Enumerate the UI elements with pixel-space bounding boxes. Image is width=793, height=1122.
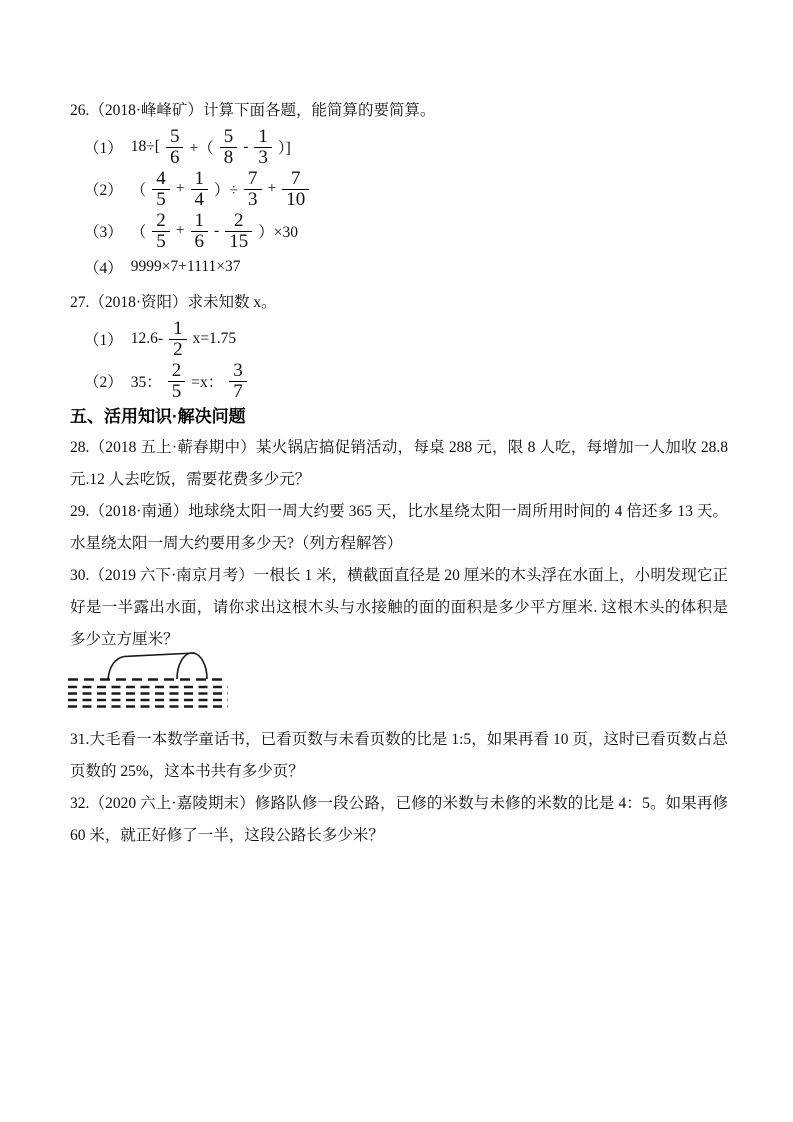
fraction: [166, 127, 184, 168]
math-text: +（: [189, 140, 214, 157]
problem-26-item-1: [70, 126, 728, 168]
math-text: ）]: [277, 140, 291, 157]
math-text: 9999×7+1111×37: [130, 258, 241, 275]
fraction: [244, 169, 262, 210]
fraction-denominator: 5: [152, 231, 170, 252]
fraction-numerator: 4: [156, 167, 166, 189]
problem-29-text: 29.（2018·南通）地球绕太阳一周大约要 365 天，比水星绕太阳一周所用时间的 4 倍还多 13 天。水星绕太阳一周大约要用多少天?（列方程解答）: [70, 503, 728, 552]
fraction-denominator: 10: [282, 189, 309, 210]
math-text: +: [267, 180, 277, 197]
fraction: [191, 211, 209, 252]
fraction-numerator: 2: [171, 359, 182, 381]
fraction-denominator: 5: [168, 381, 186, 402]
fraction: [152, 169, 170, 210]
fraction: [229, 361, 247, 402]
fraction-denominator: 6: [166, 147, 184, 168]
math-expression: [128, 127, 294, 168]
fraction-denominator: 2: [169, 339, 187, 360]
math-text: 18÷[: [130, 138, 160, 155]
fraction: [152, 211, 170, 252]
item-label: （1）: [84, 332, 123, 349]
fraction-numerator: 7: [291, 167, 301, 189]
item-label: （4）: [84, 260, 123, 277]
math-expression: [128, 211, 301, 252]
item-label: （2）: [84, 182, 123, 199]
fraction-numerator: 5: [223, 125, 234, 147]
fraction-denominator: 3: [254, 147, 272, 168]
problem-31-text: 31.大毛看一本数学童话书，已看页数与未看页数的比是 1:5，如果再看 10 页，这时已看页数占总页数的 25%，这本书共有多少页？: [70, 731, 728, 780]
problem-27-header: 27.（2018·资阳）求未知数 x。: [70, 294, 277, 311]
math-expression: [128, 169, 313, 210]
math-text: （: [130, 224, 147, 241]
fraction-denominator: 6: [191, 231, 209, 252]
math-text: 12.6-: [130, 330, 164, 347]
math-text: ）×30: [258, 224, 298, 241]
fraction-numerator: 5: [169, 125, 180, 147]
problem-26-header: 26.（2018·峰峰矿）计算下面各题，能简算的要简算。: [70, 102, 436, 119]
section-5-header: 五、活用知识·解决问题: [70, 407, 246, 426]
math-text: x=1.75: [192, 330, 237, 347]
fraction: [191, 169, 209, 210]
fraction: [168, 361, 186, 402]
math-text: -: [214, 222, 220, 239]
math-text: ）÷: [214, 182, 239, 199]
worksheet-content: [70, 96, 728, 852]
item-label: （3）: [84, 224, 123, 241]
fraction: [169, 319, 187, 360]
problem-26-item-2: [70, 168, 728, 210]
fraction-denominator: 15: [225, 231, 252, 252]
problem-28-text: 28.（2018 五上·蕲春期中）某火锅店搞促销活动，每桌 288 元，限 8 人吃，每增加一人加收 28.8 元.12 人去吃饭，需要花费多少元？: [70, 439, 728, 488]
fraction-denominator: 5: [152, 189, 170, 210]
fraction-numerator: 7: [248, 167, 258, 189]
item-label: （1）: [84, 140, 123, 157]
math-text: =x：: [191, 374, 224, 391]
problem-32-text: 32.（2020 六上·嘉陵期末）修路队修一段公路，已修的米数与未修的米数的比是 4：5。如果再修 60 米，就正好修了一半，这段公路长多少米？: [70, 795, 728, 844]
math-text: +: [175, 222, 185, 239]
fraction: [282, 169, 309, 210]
item-label: （2）: [84, 374, 123, 391]
math-expression: [128, 258, 244, 276]
math-expression: [128, 319, 239, 360]
fraction-numerator: 2: [156, 209, 166, 231]
math-expression: [128, 361, 250, 402]
fraction-denominator: 3: [244, 189, 262, 210]
fraction-numerator: 2: [233, 209, 244, 231]
fraction: [225, 211, 252, 252]
problem-26-item-4: [70, 252, 728, 282]
fraction-numerator: 1: [194, 209, 205, 231]
fraction-numerator: 3: [233, 359, 243, 381]
fraction-denominator: 7: [229, 381, 247, 402]
fraction-numerator: 1: [194, 167, 205, 189]
floating-log-diagram: [66, 648, 296, 714]
fraction: [254, 127, 272, 168]
fraction-numerator: 1: [173, 317, 183, 339]
math-text: -: [243, 138, 249, 155]
floating-log-figure-icon: [66, 648, 296, 714]
problem-30-text: 30.（2019 六下·南京月考）一根长 1 米，横截面直径是 20 厘米的木头浮在水面上，小明发现它正好是一半露出水面，请你求出这根木头与水接触的面的面积是多少平方厘米. 这根木头的体积是多少立方厘米？: [70, 567, 728, 648]
math-text: （: [130, 182, 147, 199]
problem-26-item-3: [70, 210, 728, 252]
fraction-denominator: 8: [220, 147, 238, 168]
fraction-numerator: 1: [258, 125, 268, 147]
fraction-denominator: 4: [191, 189, 209, 210]
math-text: +: [175, 180, 185, 197]
math-text: 35：: [130, 374, 162, 391]
fraction: [220, 127, 238, 168]
problem-27-item-1: [70, 318, 728, 360]
problem-27-item-2: [70, 360, 728, 402]
